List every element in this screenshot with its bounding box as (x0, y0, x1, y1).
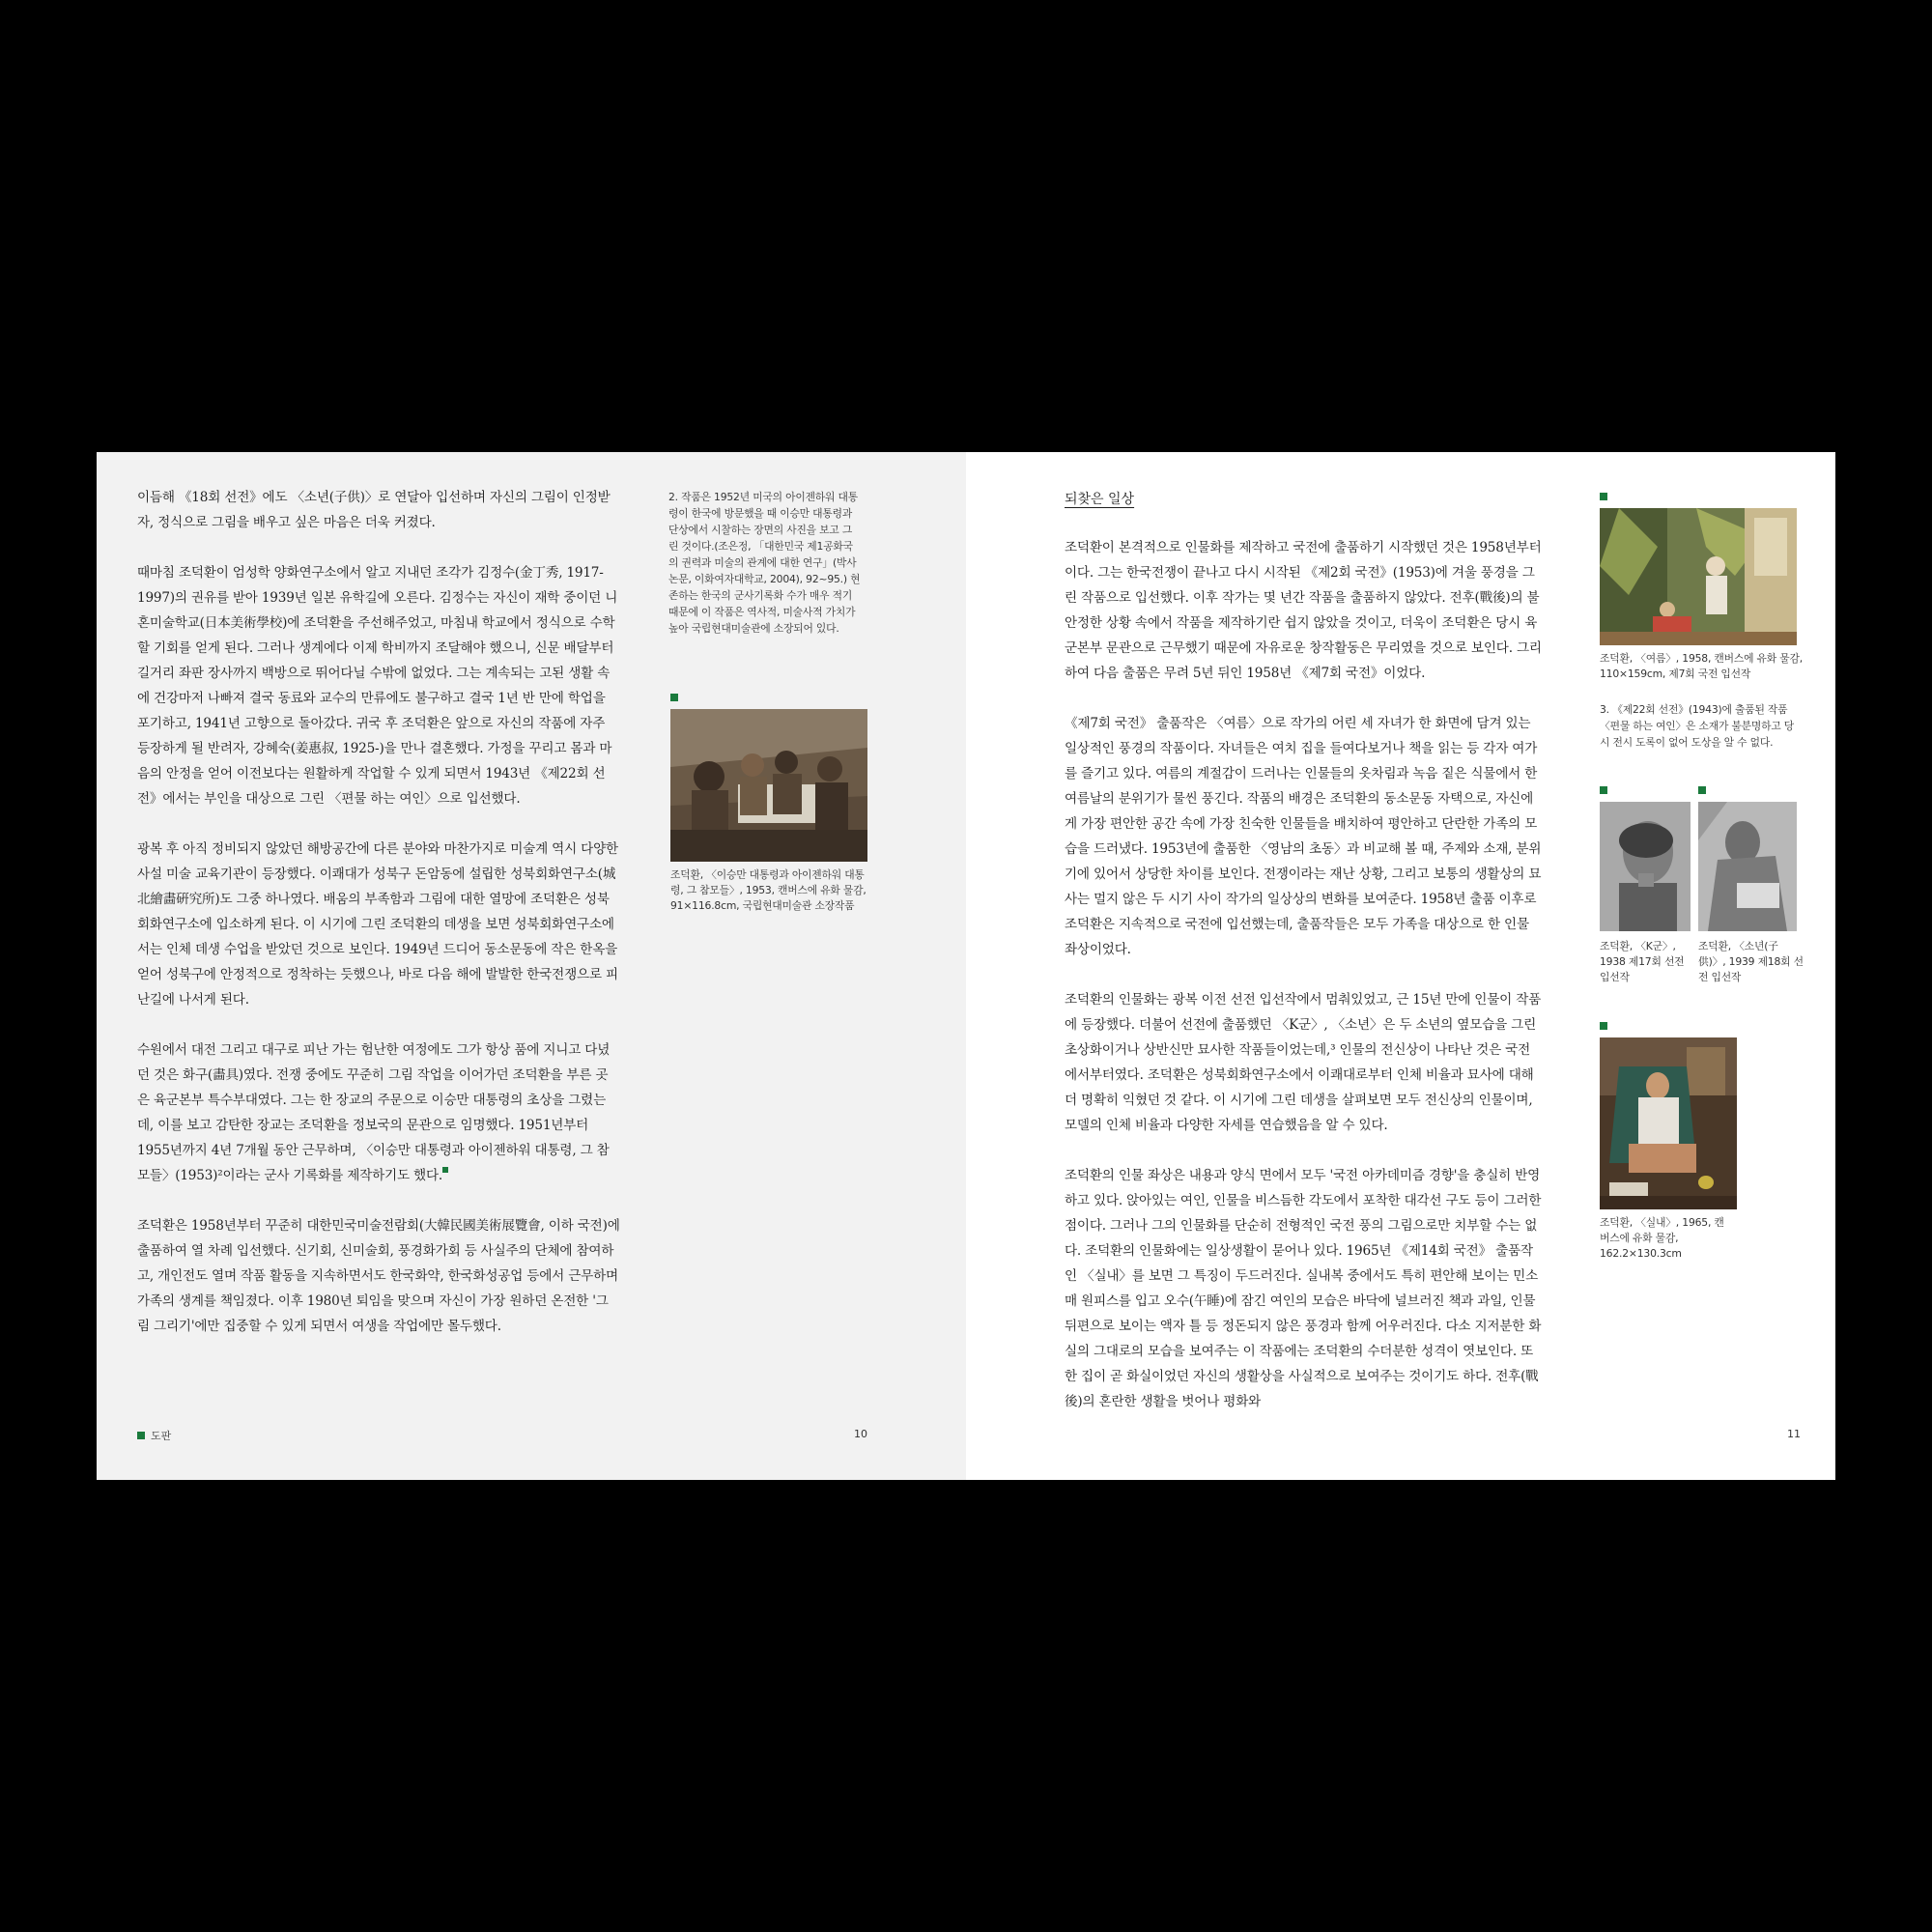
right-paragraph-2: 《제7회 국전》 출품작은 〈여름〉으로 작가의 어린 세 자녀가 한 화면에 담겨 있는 일상적인 풍경의 작품이다. 자녀들은 여치 집을 들여다보거나 책을 읽는 등 각자 여가를 즐기고 있다. 여름의 계절감이 드러나는 인물들의 옷차림과 녹음 짙은 식물에서 한 여름날의 분위기가 물씬 풍긴다. 작품의 배경은 조덕환의 동소문동 자택으로, 자신에게 가장 편안한 공간 속에 가장 친숙한 인물들을 배치하여 평안하고 단란한 가족의 모습을 드러냈다. 1953년에 출품한 〈영남의 초동〉과 비교해 볼 때, 주제와 소재, 분위기에 있어서 상당한 차이를 보인다. 전쟁이라는 재난 상황, 그리고 보통의 생활상의 묘사는 멀지 않은 두 시기 사이 작가의 일상상의 변화를 보여준다. 1958년 출품 이후로 조덕환은 지속적으로 국전에 입선했는데, 출품작들은 모두 가족을 대상으로 한 인물 좌상이었다. (1065, 716, 1542, 957)
right-page (966, 452, 1835, 1480)
right-paragraph-4: 조덕환의 인물 좌상은 내용과 양식 면에서 모두 '국전 아카데미즘 경향'을 충실히 반영하고 있다. 앉아있는 여인, 인물을 비스듬한 각도에서 포착한 대각선 구도 등이 그러한 점이다. 그러나 그의 인물화를 단순히 전형적인 국전 풍의 그림으로만 치부할 수는 없다. 조덕환의 인물화에는 일상생활이 묻어나 있다. 1965년 《제14회 국전》 출품작인 〈실내〉를 보면 그 특징이 두드러진다. 실내복 중에서도 특히 편안해 보이는 민소매 원피스를 입고 오수(午睡)에 잠긴 여인의 모습은 바닥에 널브러진 책과 과일, 인물 뒤편으로 보이는 액자 틀 등 정돈되지 않은 풍경과 함께 어우러진다. 다소 지저분한 화실의 그대로의 모습을 보여주는 이 작품에는 조덕환의 수더분한 성격이 엿보인다. 또한 집이 곧 화실이었던 자신의 생활상을 사실적으로 보여주는 것이기도 하다. 전후(戰後)의 혼란한 생활을 벗어나 평화와 (1065, 1168, 1542, 1409)
figure-marker-icon (1600, 493, 1607, 500)
painting-boy (1698, 802, 1797, 931)
left-paragraph-2: 때마침 조덕환이 엄성학 양화연구소에서 알고 지내던 조각가 김정수(金丁秀, 1917-1997)의 권유를 받아 1939년 일본 유학길에 오른다. 김정수는 자신이 재학 중이던 니혼미술학교(日本美術學校)에 조덕환을 주선해주었고, 마침내 학교에서 정식으로 수학할 기회를 얻게 된다. 그러나 생계에다 이제 학비까지 조달해야 했으니, 신문 배달부터 길거리 좌판 장사까지 백방으로 뛰어다닐 수밖에 없었다. 그는 계속되는 고된 생활 속에 건강마저 나빠져 결국 동료와 교수의 만류에도 불구하고 결국 1년 반 만에 학업을 포기하고, 1941년 고향으로 돌아갔다. 귀국 후 조덕환은 앞으로 자신의 작품에 자주 등장하게 될 반려자, 강혜숙(姜惠叔, 1925-)을 만나 결혼했다. 가정을 꾸리고 몸과 마음의 안정을 얻어 이전보다는 원활하게 작업할 수 있게 되면서 1943년 《제22회 선전》에서는 부인을 대상으로 그린 〈편물 하는 여인〉으로 입선했다. (137, 565, 618, 807)
right-body-text (1065, 535, 1542, 1414)
footer-label: 도판 (151, 1430, 172, 1442)
footnote-3: 3. 《제22회 선전》(1943)에 출품된 작품 〈편물 하는 여인〉은 소재가 불분명하고 당시 전시 도록이 없어 도상을 알 수 없다. (1600, 703, 1795, 749)
painting-summer (1600, 508, 1797, 645)
caption-boy: 조덕환, 〈소년(子供)〉, 1939 제18회 선전 입선작 (1698, 940, 1804, 983)
figure-marker-icon (670, 694, 678, 701)
painting-interior (1600, 1037, 1737, 1209)
figure-marker-icon (442, 1167, 448, 1173)
caption-interior: 조덕환, 〈실내〉, 1965, 캔버스에 유화 물감, 162.2×130.3cm (1600, 1216, 1724, 1260)
painting-k-gun (1600, 802, 1690, 931)
left-paragraph-4 (137, 1037, 620, 1188)
left-body-text (137, 485, 620, 1364)
section-heading: 되찾은 일상 (1065, 492, 1135, 507)
caption-summer: 조덕환, 〈여름〉, 1958, 캔버스에 유화 물감, 110×159cm, 제7회 국전 입선작 (1600, 652, 1803, 680)
left-paragraph-5: 조덕환은 1958년부터 꾸준히 대한민국미술전람회(大韓民國美術展覽會, 이하 국전)에 출품하여 열 차례 입선했다. 신기회, 신미술회, 풍경화가회 등 사실주의 단체에 참여하고, 개인전도 열며 작품 활동을 지속하면서도 한국화약, 한국화성공업 등에서 근무하며 가족의 생계를 책임졌다. 이후 1980년 퇴임을 맞으며 자신이 가장 원하던 온전한 '그림 그리기'에만 집중할 수 있게 되면서 여생을 작업에만 몰두했다. (137, 1218, 620, 1334)
left-paragraph-4-text: 수원에서 대전 그리고 대구로 피난 가는 험난한 여정에도 그가 항상 품에 지니고 다녔던 것은 화구(畵具)였다. 전쟁 중에도 꾸준히 그림 작업을 이어가던 조덕환을 부른 곳은 육군본부 특수부대였다. 그는 한 장교의 주문으로 이승만 대통령의 초상을 그렸는데, 이를 보고 감탄한 장교는 조덕환을 정보국의 문관으로 임명했다. 1951년부터 1955년까지 4년 7개월 동안 근무하며, 〈이승만 대통령과 아이젠하워 대통령, 그 참모들〉(1953)²이라는 군사 기록화를 제작하기도 했다. (137, 1042, 611, 1183)
painting-eisenhower-rhee (670, 709, 867, 862)
left-page (97, 452, 966, 1480)
figure-marker-icon (1698, 786, 1706, 794)
page-number-right: 11 (1787, 1428, 1801, 1440)
figure-marker-icon (1600, 1022, 1607, 1030)
caption-eisenhower-rhee: 조덕환, 〈이승만 대통령과 아이젠하워 대통령, 그 참모들〉, 1953, 캔버스에 유화 물감, 91×116.8cm, 국립현대미술관 소장작품 (670, 868, 867, 912)
right-paragraph-1: 조덕환이 본격적으로 인물화를 제작하고 국전에 출품하기 시작했던 것은 1958년부터이다. 그는 한국전쟁이 끝나고 다시 시작된 《제2회 국전》(1953)에 겨울 풍경을 그린 작품으로 입선했다. 이후 작가는 몇 년간 작품을 출품하지 않았다. 전후(戰後)의 불안정한 상황 속에서 작품을 제작하기란 쉽지 않았을 것이고, 더욱이 조덕환은 당시 육군본부 문관으로 근무했기 때문에 자유로운 창작활동은 무리였을 것으로 보인다. 그리하여 다음 출품은 무려 5년 뒤인 1958년 《제7회 국전》이었다. (1065, 540, 1542, 681)
figure-marker-icon (1600, 786, 1607, 794)
left-footer (137, 1428, 171, 1443)
footnote-2: 2. 작품은 1952년 미국의 아이젠하워 대통령이 한국에 방문했을 때 이승만 대통령과 단상에서 시찰하는 장면의 사진을 보고 그린 것이다.(조은정, 「대한민국 제1공화국의 권력과 미술의 관계에 대한 연구」(박사 논문, 이화여자대학교, 2004), 92~95.) 현존하는 한국의 군사기록화 수가 매우 적기 때문에 이 작품은 역사적, 미술사적 가치가 높아 국립현대미술관에 소장되어 있다. (668, 491, 861, 635)
left-paragraph-1: 이듬해 《18회 선전》에도 〈소년(子供)〉로 연달아 입선하며 자신의 그림이 인정받자, 정식으로 그림을 배우고 싶은 마음은 더욱 커졌다. (137, 490, 611, 530)
page-number-left: 10 (854, 1428, 867, 1440)
caption-k-gun: 조덕환, 〈K군〉, 1938 제17회 선전 입선작 (1600, 940, 1685, 983)
footer-marker-icon (137, 1432, 145, 1439)
left-paragraph-3: 광복 후 아직 정비되지 않았던 해방공간에 다른 분야와 마찬가지로 미술계 역시 다양한 사설 미술 교육기관이 등장했다. 이쾌대가 성북구 돈암동에 설립한 성북회화연구소(城北繪畵硏究所)도 그중 하나였다. 배움의 부족함과 그림에 대한 열망에 조덕환은 성북회화연구소에 입소하게 된다. 이 시기에 그린 조덕환의 데생을 보면 성북회화연구소에서는 인체 데생 수업을 받았던 것으로 보인다. 1949년 드디어 동소문동에 작은 한옥을 얻어 성북구에 안정적으로 정착하는 듯했으나, 바로 다음 해에 발발한 한국전쟁으로 피난길에 나서게 된다. (137, 841, 618, 1008)
right-paragraph-3: 조덕환의 인물화는 광복 이전 선전 입선작에서 멈춰있었고, 근 15년 만에 인물이 작품에 등장했다. 더불어 선전에 출품했던 〈K군〉, 〈소년〉은 두 소년의 옆모습을 그린 초상화이거나 상반신만 묘사한 작품들이었는데,³ 인물의 전신상이 나타난 것은 국전에서부터였다. 조덕환은 성북회화연구소에서 이쾌대로부터 인체 비율과 묘사에 대해 더 명확히 익혔던 것 같다. 이 시기에 그린 데생을 살펴보면 모두 전신상의 인물이며, 모델의 인체 비율과 다양한 자세를 연습했음을 알 수 있다. (1065, 992, 1542, 1133)
